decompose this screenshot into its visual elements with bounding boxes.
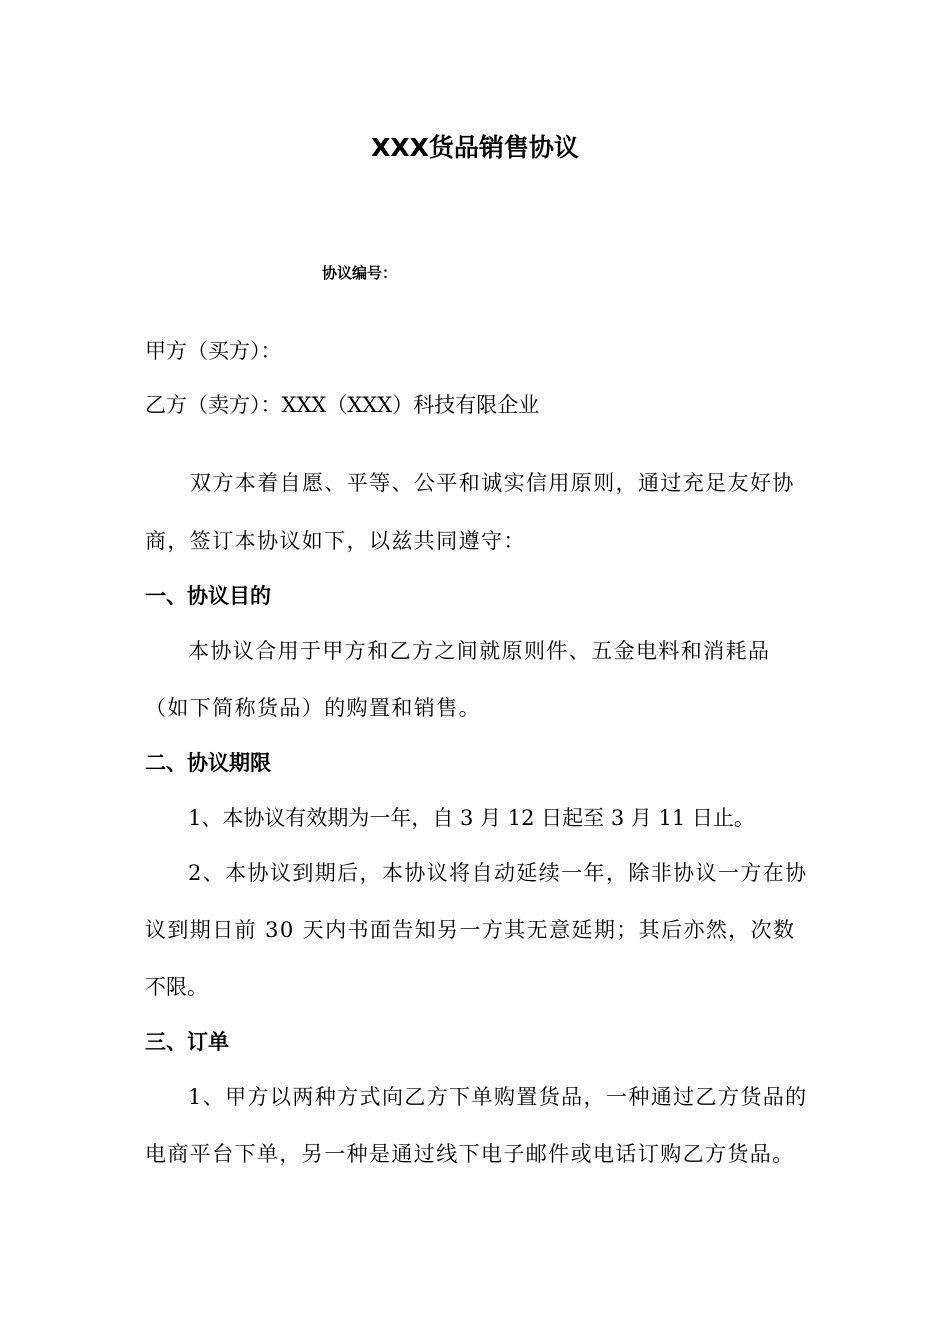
agreement-number-label: 协议编号： xyxy=(322,264,398,282)
document-title: XXX货品销售协议 xyxy=(371,133,579,162)
section-1-heading: 一、协议目的 xyxy=(145,584,271,608)
section-1-line-1: 本协议合用于甲方和乙方之间就原则件、五金电料和消耗品 xyxy=(188,639,771,663)
section-3-item-1-line-2: 电商平台下单，另一种是通过线下电子邮件或电话订购乙方货品。 xyxy=(145,1142,795,1166)
section-2-heading: 二、协议期限 xyxy=(145,751,271,775)
section-2-item-2-line-2: 议到期日前 30 天内书面告知另一方其无意延期；其后亦然，次数 xyxy=(145,918,796,942)
section-2-item-2-line-1: 2、本协议到期后，本协议将自动延续一年，除非协议一方在协 xyxy=(188,861,808,885)
preamble-line-2: 商，签订本协议如下，以兹共同遵守： xyxy=(145,529,526,553)
section-3-heading: 三、订单 xyxy=(145,1030,229,1054)
section-2-item-2-line-3: 不限。 xyxy=(145,975,208,999)
section-2-item-1: 1、本协议有效期为一年，自 3 月 12 日起至 3 月 11 日止。 xyxy=(188,806,755,830)
party-b-line: 乙方（卖方）：XXX（XXX）科技有限企业 xyxy=(145,393,540,417)
section-3-item-1-line-1: 1、甲方以两种方式向乙方下单购置货品，一种通过乙方货品的 xyxy=(188,1085,808,1109)
section-1-line-2: （如下简称货品）的购置和销售。 xyxy=(145,696,481,720)
party-a-line: 甲方（买方）： xyxy=(145,339,282,363)
preamble-line-1: 双方本着自愿、平等、公平和诚实信用原则，通过充足友好协 xyxy=(190,471,795,495)
